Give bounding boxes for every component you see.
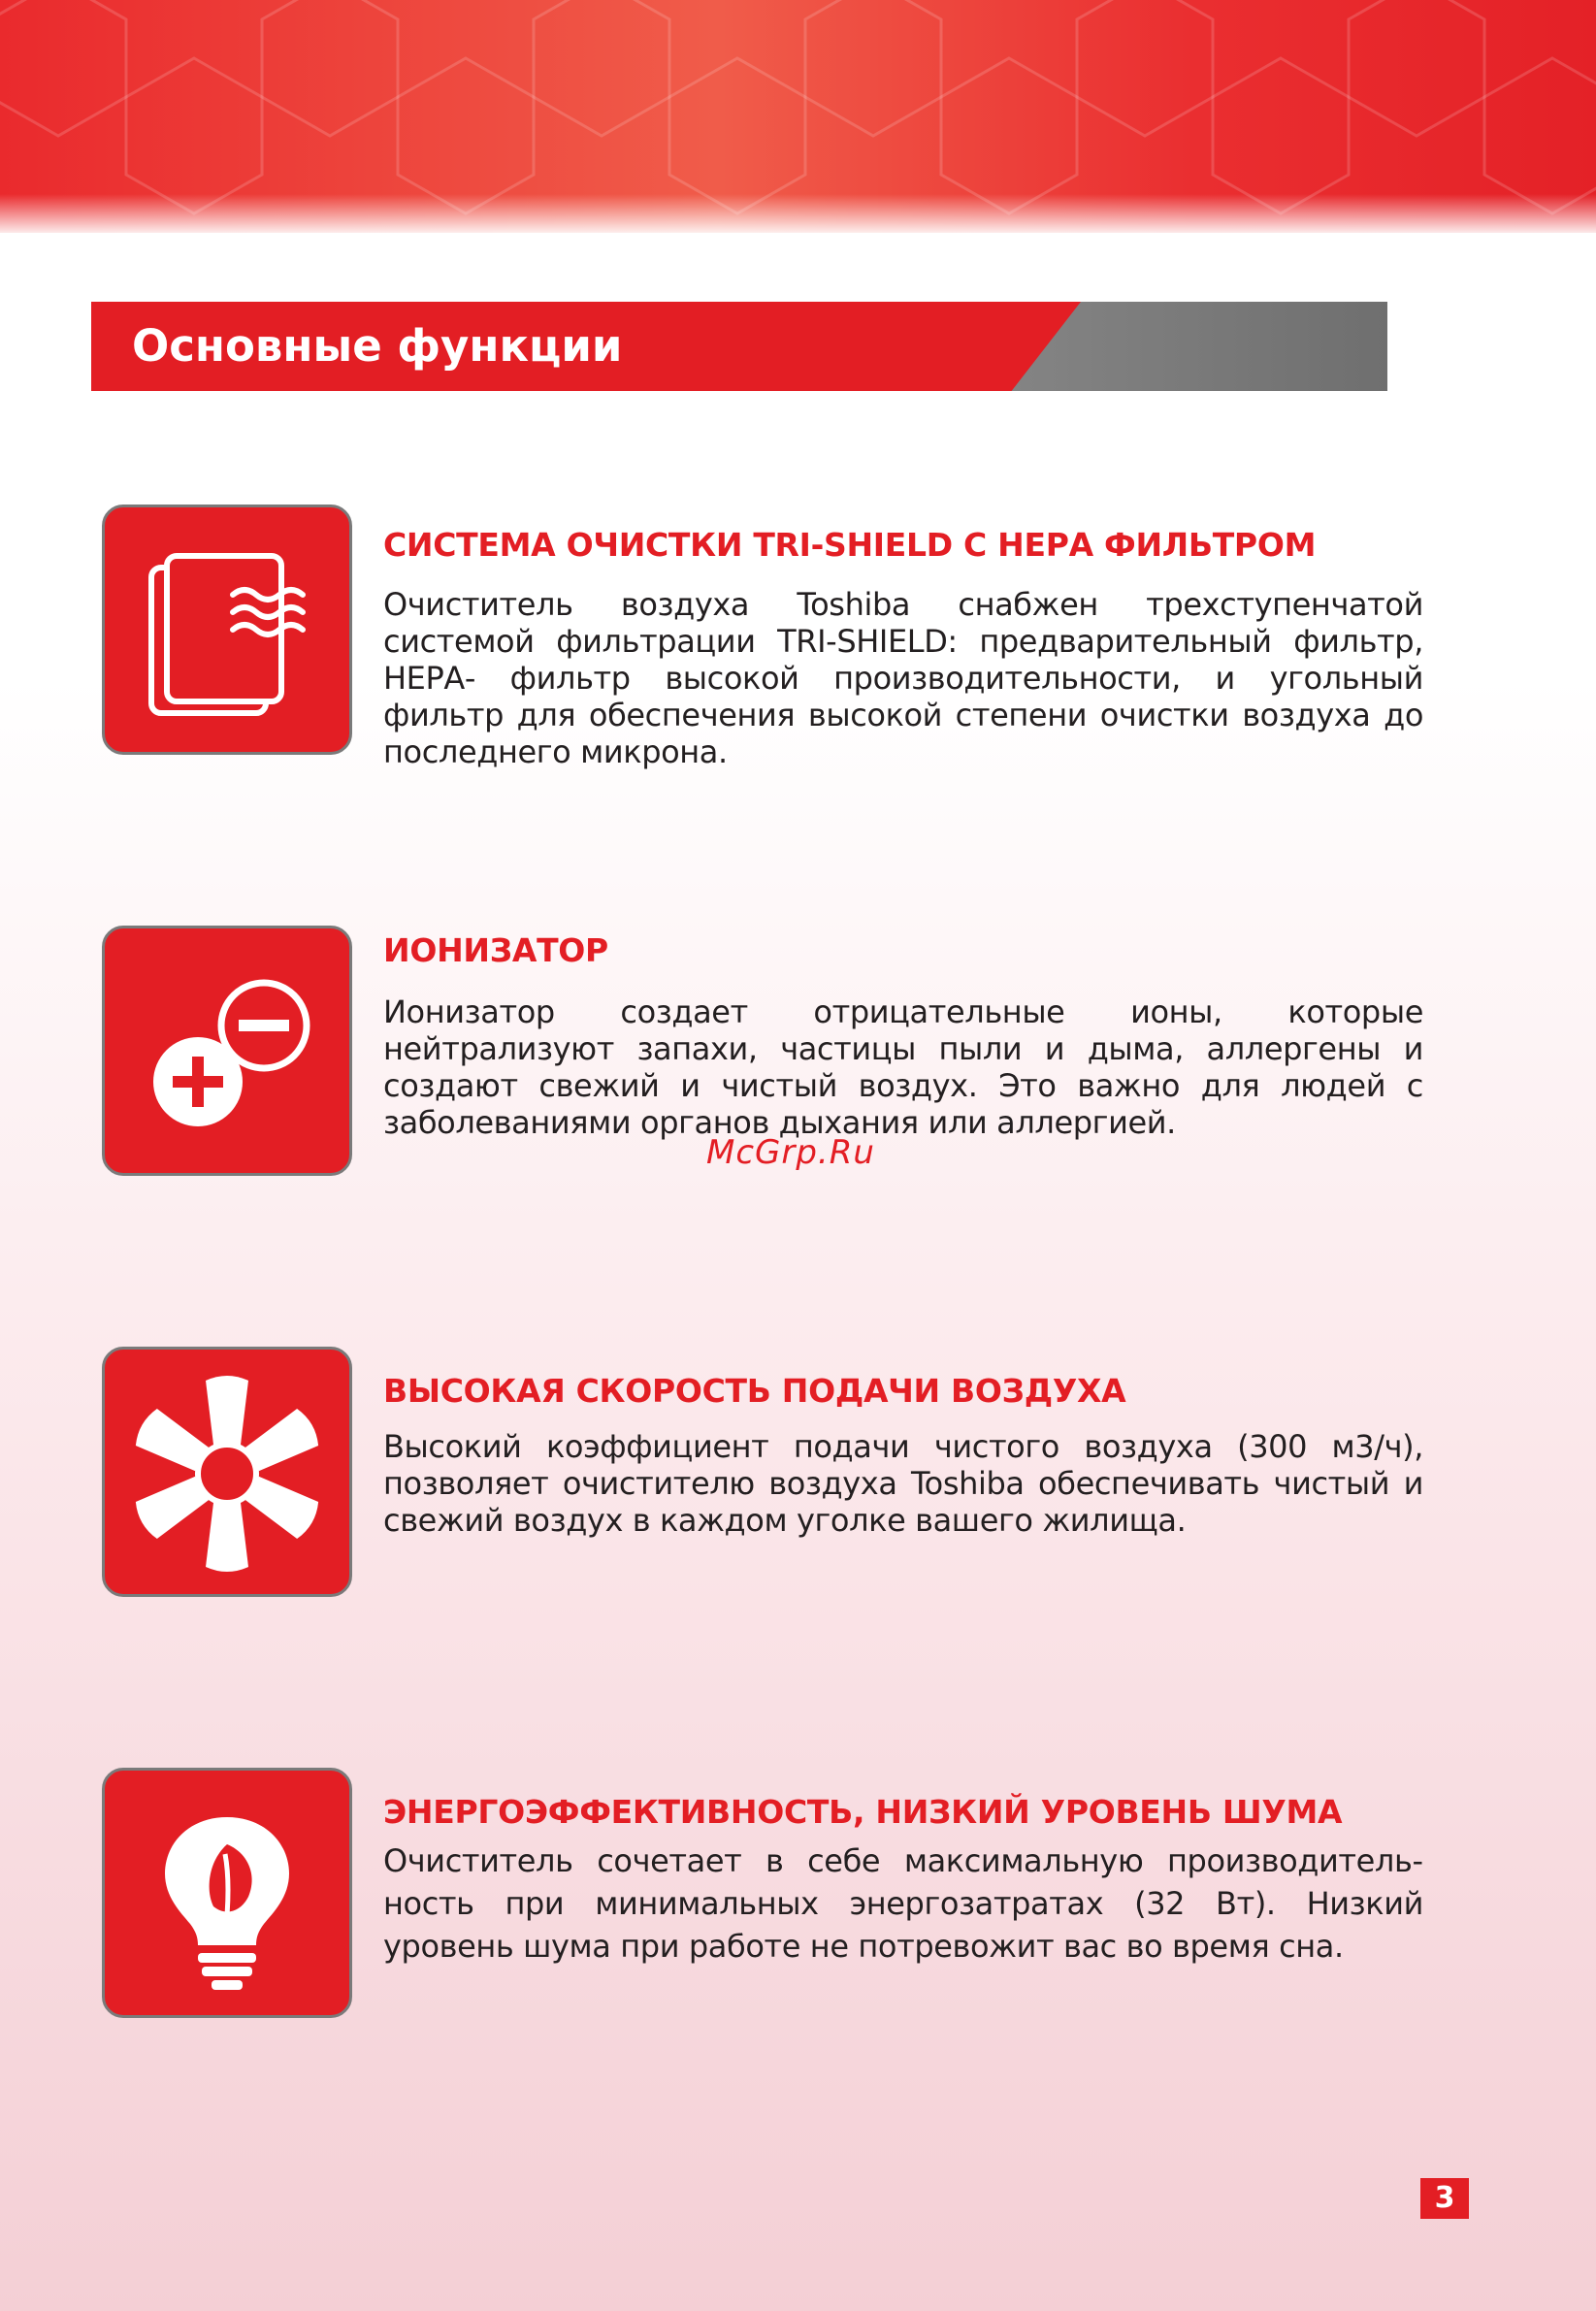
ionizer-icon [105,928,349,1173]
section-header [91,302,1387,391]
feature-title: ИОНИЗАТОР [383,931,608,969]
feature-icon-box [102,505,352,755]
section-title: Основные функции [132,320,623,372]
feature-description: Очиститель сочетает в себе максимальную производительность при минимальных энергозатратах (32 Вт). Низкий уровень шума при работе не потревожит вас во время сна. [383,1842,1423,1965]
fan-icon [105,1350,349,1594]
top-banner [0,0,1596,233]
feature-title: ВЫСОКАЯ СКОРОСТЬ ПОДАЧИ ВОЗДУХА [383,1372,1126,1410]
feature-icon-box [102,926,352,1176]
feature-hepa-filter [102,505,1441,770]
page-number: 3 [1420,2178,1469,2219]
feature-description: Очиститель воздуха Toshiba снабжен трехступенчатой системой фильтрации TRI-SHIELD: предварительный фильтр, НЕРА- фильтр высокой производительности, и угольный фильтр для обеспечения высокой степени очистки воздуха до последнего микрона. [383,586,1423,770]
feature-icon-box [102,1768,352,2018]
feature-energy-efficiency [102,1768,1441,2030]
feature-icon-box [102,1347,352,1597]
banner-fade [0,194,1596,233]
eco-bulb-icon [105,1771,349,2015]
watermark: McGrp.Ru [706,1133,875,1172]
feature-title: ЭНЕРГОЭФФЕКТИВНОСТЬ, НИЗКИЙ УРОВЕНЬ ШУМА [383,1793,1343,1831]
feature-description: Ионизатор создает отрицательные ионы, которые нейтрализуют запахи, частицы пыли и дыма, аллергены и создают свежий и чистый воздух. Это важно для людей с заболеваниями органов дыхания или аллергией. [383,993,1423,1141]
filter-icon [105,507,349,752]
feature-description: Высокий коэффициент подачи чистого воздуха (300 м3/ч), позволяет очистителю воздуха Toshiba обеспечивать чистый и свежий воздух в каждом уголке вашего жилища. [383,1428,1423,1539]
feature-title: СИСТЕМА ОЧИСТКИ TRI-SHIELD С НЕРА ФИЛЬТРОМ [383,526,1317,564]
feature-air-flow [102,1347,1441,1609]
